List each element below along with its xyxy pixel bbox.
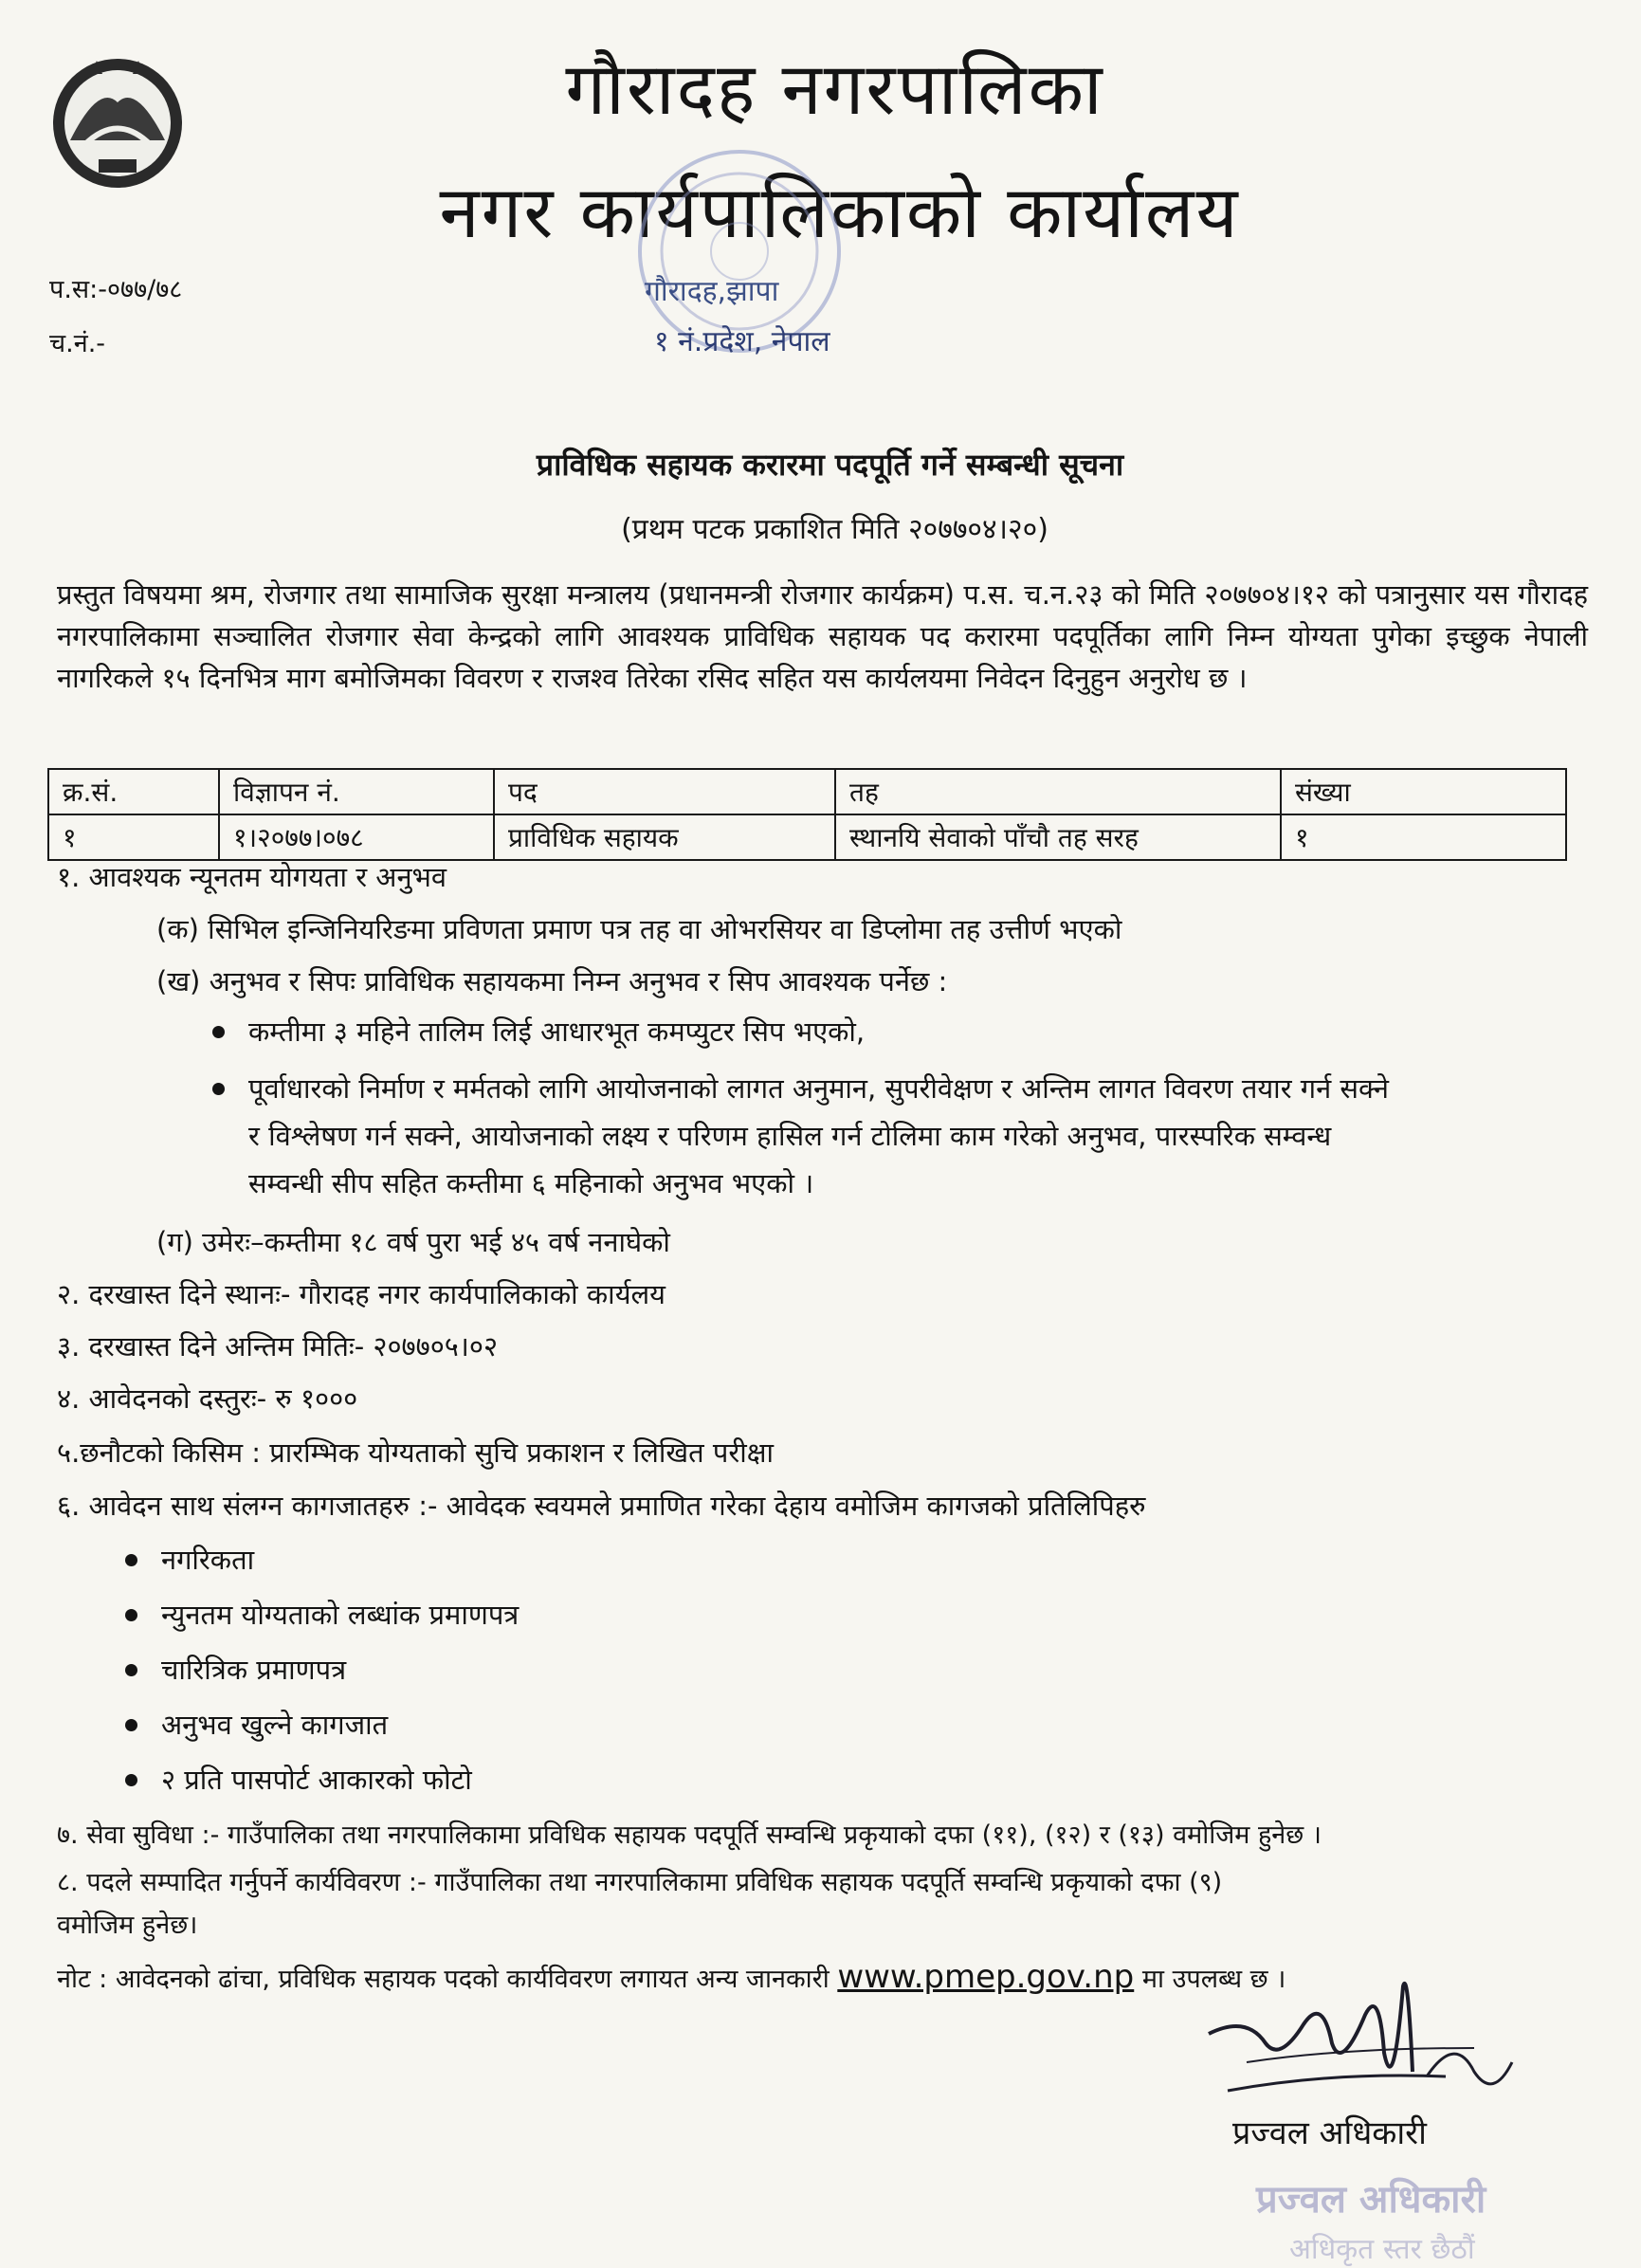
reference-number: प.स:-०७७/७८ bbox=[49, 275, 183, 304]
list-item-continuation: र विश्लेषण गर्न सक्ने, आयोजनाको लक्ष्य र परिणम हासिल गर्न टोलिमा काम गरेको अनुभव, पारस्परिक सम्वन्ध bbox=[248, 1120, 1332, 1152]
section-1-ga: (ग) उमेरः–कम्तीमा १८ वर्ष पुरा भई ४५ वर्ष ननाघेको bbox=[156, 1226, 670, 1258]
section-2: २. दरखास्त दिने स्थानः- गौरादह नगर कार्यपालिकाको कार्यलय bbox=[57, 1278, 666, 1310]
vacancy-table bbox=[47, 768, 1567, 861]
table-cell: १ bbox=[48, 814, 219, 860]
table-header-cell: विज्ञापन नं. bbox=[219, 769, 494, 814]
table-header-cell: पद bbox=[494, 769, 835, 814]
section-5: ५.छनौटको किसिम : प्रारम्भिक योग्यताको सुचि प्रकाशन र लिखित परीक्षा bbox=[57, 1436, 775, 1469]
table-header-row bbox=[48, 769, 1566, 814]
list-item: न्युनतम योग्यताको लब्धांक प्रमाणपत्र bbox=[161, 1596, 519, 1633]
note bbox=[57, 1958, 1285, 1996]
table-header-cell: क्र.सं. bbox=[48, 769, 219, 814]
list-item: अनुभव खुल्ने कागजात bbox=[161, 1706, 388, 1743]
section-6: ६. आवेदन साथ संलग्न कागजातहरु :- आवेदक स्वयमले प्रमाणित गरेका देहाय वमोजिम कागजको प्रतिलिपिहरु bbox=[57, 1490, 1146, 1522]
table-cell: स्थानयि सेवाको पाँचौ तह सरह bbox=[835, 814, 1281, 860]
notice-paragraph: प्रस्तुत विषयमा श्रम, रोजगार तथा सामाजिक सुरक्षा मन्त्रालय (प्रधानमन्त्री रोजगार कार्यक्रम) प.स. च.न.२३ को मिति २०७७०४।१२ को पत्रानुसार यस गौरादह नगरपालिकामा सञ्चालित रोजगार सेवा केन्द्रको लागि आवश्यक प्राविधिक सहायक पद करारमा पदपूर्तिका लागि निम्न योग्यता पुगेका इच्छुक नेपाली नागरिकले १५ दिनभित्र माग बमोजिमका विवरण र राजश्व तिरेका रसिद सहित यस कार्यलयमा निवेदन दिनुहुन अनुरोध छ । bbox=[57, 578, 1588, 694]
section-1-kha: (ख) अनुभव र सिपः प्राविधिक सहायकमा निम्न अनुभव र सिप आवश्यक पर्नेछ : bbox=[156, 965, 948, 997]
list-item-continuation: सम्वन्धी सीप सहित कम्तीमा ६ महिनाको अनुभव भएको । bbox=[248, 1167, 814, 1199]
notice-subtitle: (प्रथम पटक प्रकाशित मिति २०७७०४।२०) bbox=[621, 513, 1048, 546]
table-row bbox=[48, 814, 1566, 860]
office-subname: नगर कार्यपालिकाको कार्यालय bbox=[439, 170, 1240, 254]
stamp-province: १ नं.प्रदेश, नेपाल bbox=[654, 325, 830, 358]
signatory-stamp-title: अधिकृत स्तर छैठौं bbox=[1289, 2233, 1475, 2266]
website-link[interactable]: www.pmep.gov.np bbox=[837, 1958, 1135, 1996]
note-text: नोट : आवेदनको ढांचा, प्रविधिक सहायक पदको कार्यविवरण लगायत अन्य जानकारी bbox=[57, 1965, 830, 1994]
section-1-heading: १. आवश्यक न्यूनतम योगयता र अनुभव bbox=[57, 861, 447, 893]
list-item: नगरिकता bbox=[161, 1541, 254, 1578]
table-cell: १ bbox=[1281, 814, 1566, 860]
section-7: ७. सेवा सुविधा :- गाउँपालिका तथा नगरपालिकामा प्रविधिक सहायक पदपूर्ति सम्वन्धि प्रकृयाको दफा (११), (१२) र (१३) वमोजिम हुनेछ । bbox=[57, 1820, 1322, 1850]
table-cell: प्राविधिक सहायक bbox=[494, 814, 835, 860]
table-cell: १।२०७७।०७८ bbox=[219, 814, 494, 860]
stamp-location: गौरादह,झापा bbox=[645, 275, 779, 308]
list-item: २ प्रति पासपोर्ट आकारको फोटो bbox=[161, 1761, 472, 1798]
section-3: ३. दरखास्त दिने अन्तिम मितिः- २०७७०५।०२ bbox=[57, 1330, 499, 1363]
table-header-cell: तह bbox=[835, 769, 1281, 814]
notice-title: प्राविधिक सहायक करारमा पदपूर्ति गर्ने सम्बन्धी सूचना bbox=[536, 447, 1124, 483]
section-4: ४. आवेदनको दस्तुरः- रु १००० bbox=[57, 1382, 358, 1415]
note-suffix: मा उपलब्ध छ । bbox=[1141, 1965, 1286, 1994]
office-name: गौरादह नगरपालिका bbox=[565, 46, 1104, 131]
table-header-cell: संख्या bbox=[1281, 769, 1566, 814]
list-item: कम्तीमा ३ महिने तालिम लिई आधारभूत कमप्युटर सिप भएको, bbox=[248, 1013, 865, 1050]
list-item: चारित्रिक प्रमाणपत्र bbox=[161, 1651, 346, 1688]
list-item: पूर्वाधारको निर्माण र मर्मतको लागि आयोजनाको लागत अनुमान, सुपरीवेक्षण र अन्तिम लागत विवरण तयार गर्न सक्ने bbox=[248, 1070, 1389, 1107]
signatory-stamp-name: प्रज्वल अधिकारी bbox=[1256, 2178, 1486, 2222]
signatory-name: प्रज्वल अधिकारी bbox=[1232, 2114, 1427, 2152]
section-1-ka: (क) सिभिल इन्जिनियरिङमा प्रविणता प्रमाण पत्र तह वा ओभरसियर वा डिप्लोमा तह उत्तीर्ण भएको bbox=[156, 913, 1122, 945]
section-8-continuation: वमोजिम हुनेछ। bbox=[57, 1911, 198, 1940]
section-8: ८. पदले सम्पादित गर्नुपर्ने कार्यविवरण :- गाउँपालिका तथा नगरपालिकामा प्रविधिक सहायक पदपूर्ति सम्वन्धि प्रकृयाको दफा (९) bbox=[57, 1868, 1223, 1897]
dispatch-number: च.नं.- bbox=[49, 329, 106, 358]
